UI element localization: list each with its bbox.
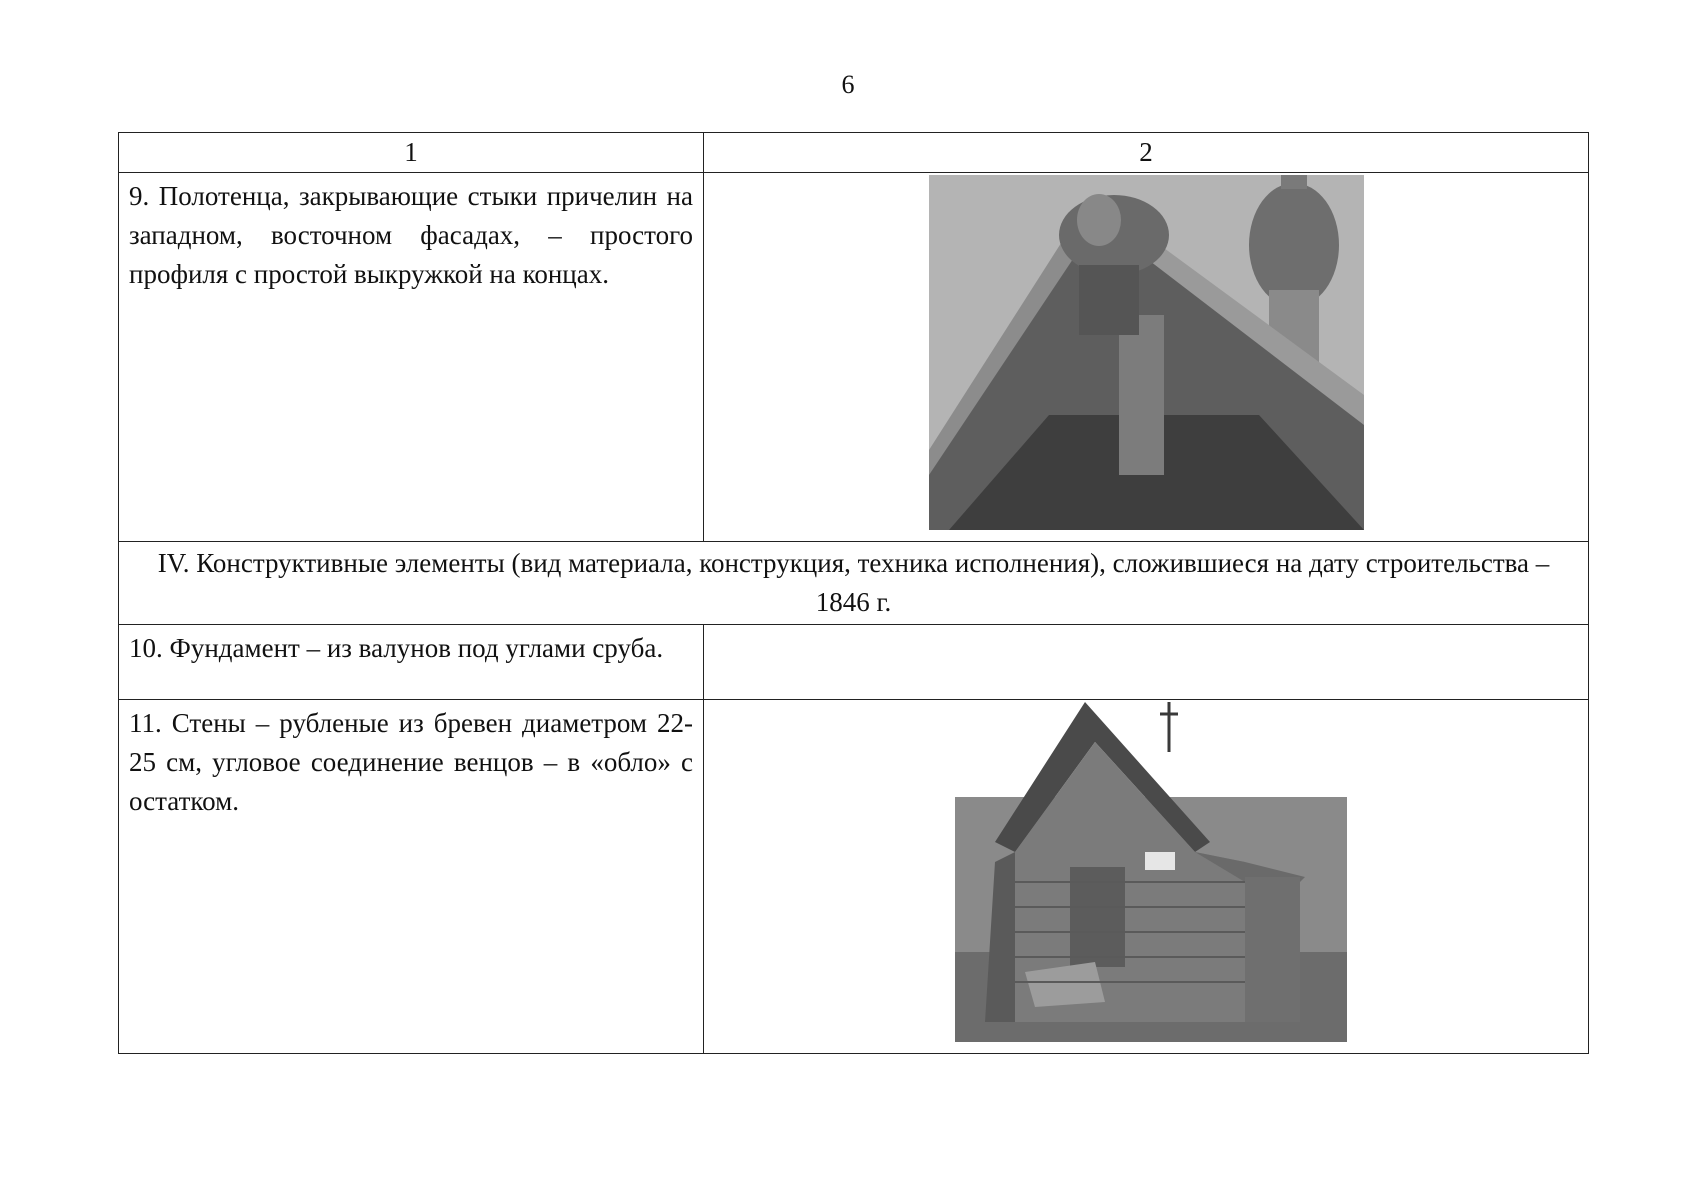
- column-header-2: 2: [704, 133, 1589, 173]
- table-row: [119, 173, 1589, 542]
- row-description: 10. Фундамент – из валунов под углами сруба.: [119, 625, 704, 700]
- section-heading: IV. Конструктивные элементы (вид материала, конструкция, техника исполнения), сложившиеся на дату строительства – 1846 г.: [119, 542, 1589, 625]
- photo-cell: [704, 700, 1589, 1054]
- table-row: [119, 625, 1589, 700]
- table-row: [119, 700, 1589, 1054]
- page-number: 6: [841, 70, 855, 99]
- chapel-photo: [955, 702, 1347, 1042]
- column-header-1: 1: [119, 133, 704, 173]
- row-description: 11. Стены – рубленые из бревен диаметром 22-25 см, угловое соединение венцов – в «обло» с остатком.: [119, 700, 704, 1054]
- section-row: [119, 542, 1589, 625]
- table-header-row: [119, 133, 1589, 173]
- roof-gable-photo: [929, 175, 1364, 530]
- row-description: 9. Полотенца, закрывающие стыки причелин на западном, восточном фасадах, – простого профиля с простой выкружкой на концах.: [119, 173, 704, 542]
- empty-cell: [704, 625, 1589, 700]
- document-table: [118, 132, 1589, 1054]
- photo-cell: [704, 173, 1589, 542]
